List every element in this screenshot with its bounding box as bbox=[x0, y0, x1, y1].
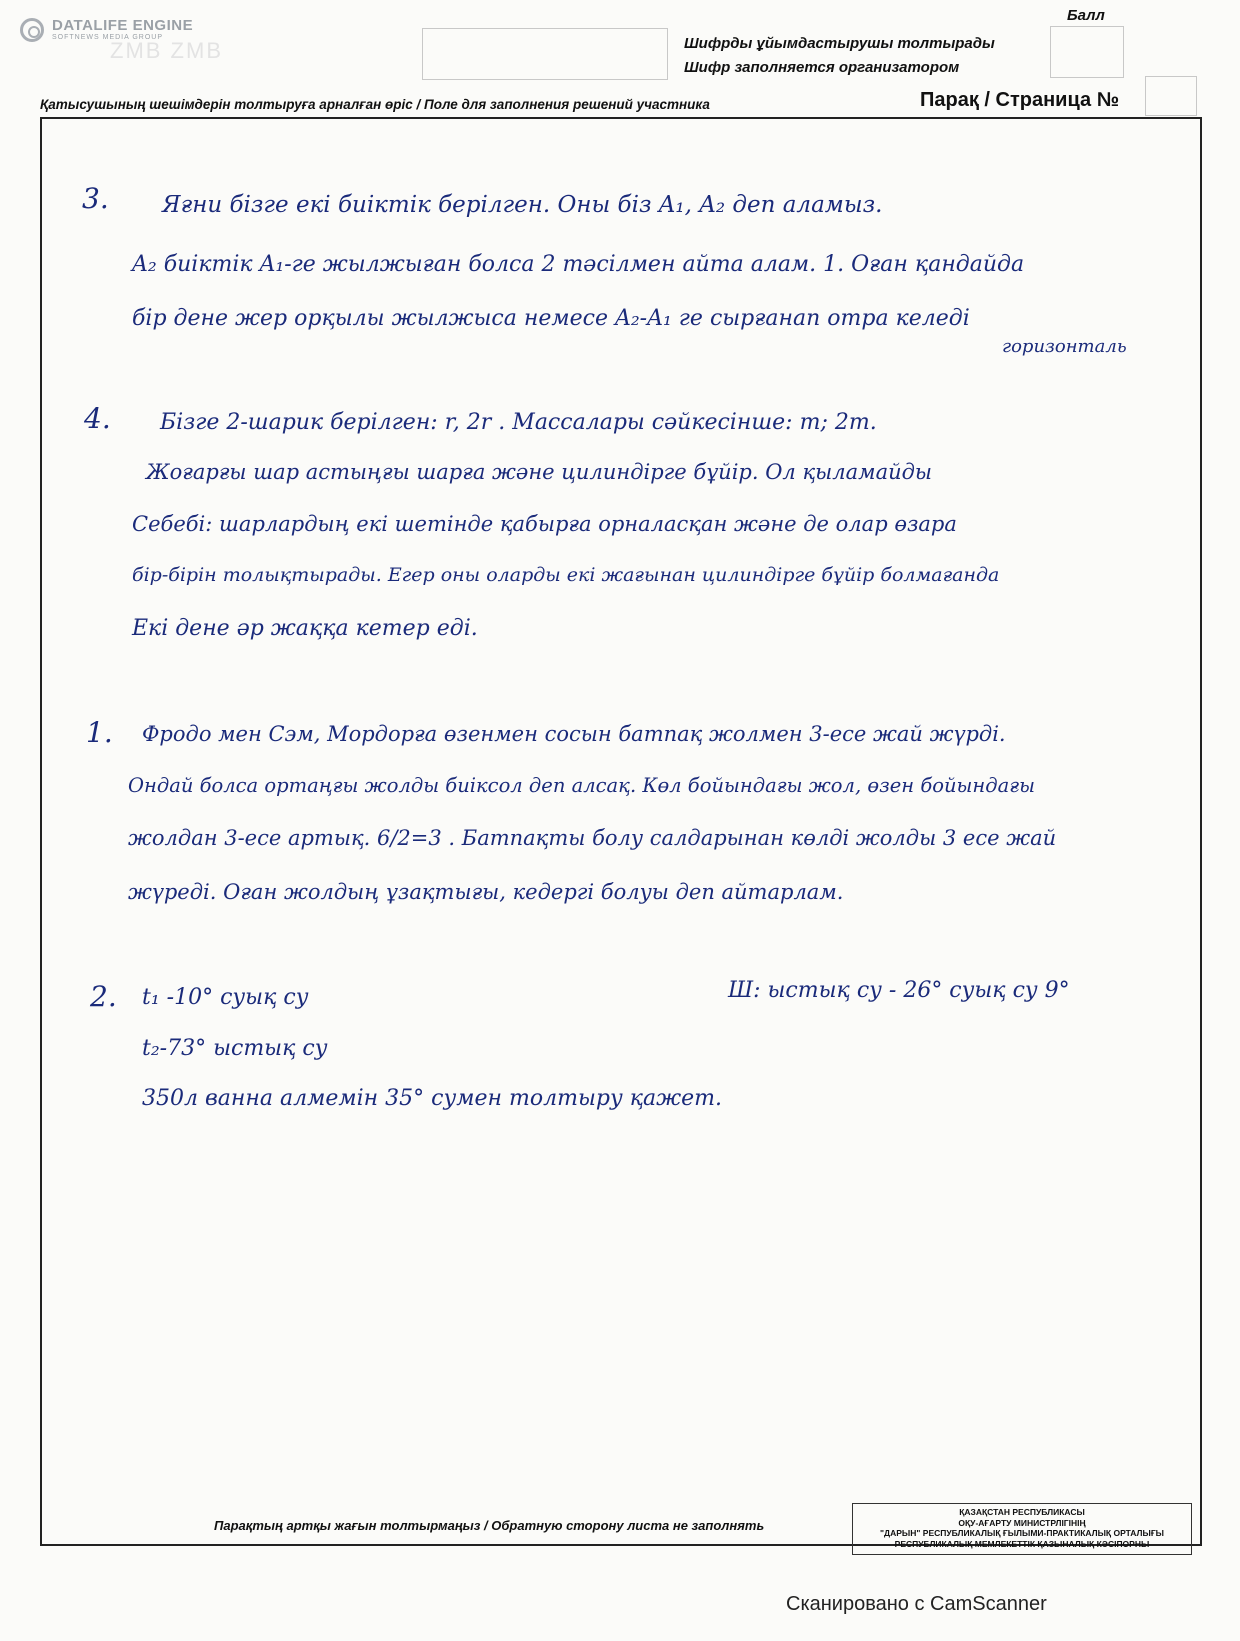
answer-line: бір дене жер орқылы жылжыса немесе A₂-A₁ ге сырғанап отра келеді bbox=[132, 306, 970, 331]
answer-line: Бізге 2-шарик берілген: r, 2r . Массалары сәйкесінше: m; 2m. bbox=[160, 410, 877, 435]
answer-line: бір-бірін толықтырады. Егер оны оларды екі жағынан цилиндірге бұйір болмағанда bbox=[132, 564, 1000, 586]
answer-line: Себебі: шарлардың екі шетінде қабырға орналасқан және де олар өзара bbox=[132, 512, 957, 536]
page-number-label: Парақ / Страница № bbox=[920, 89, 1119, 111]
answer-line: t₂-73° ыстық су bbox=[142, 1036, 328, 1061]
answer-line: A₂ биіктік A₁-ге жылжыған болса 2 тәсілмен айта алам. 1. Оған қандайда bbox=[132, 252, 1025, 277]
answer-line: t₁ -10° суық су bbox=[142, 985, 309, 1010]
footer-note: Парақтың артқы жағын толтырмаңыз / Обратную сторону листа не заполнять bbox=[214, 1518, 765, 1533]
score-box bbox=[1050, 26, 1124, 78]
cipher-instructions bbox=[684, 32, 995, 80]
answer-line: Фродо мен Сэм, Мордорға өзенмен сосын батпақ жолмен 3-есе жай жүрді. bbox=[142, 722, 1006, 746]
answer-number: 4. bbox=[84, 402, 111, 435]
answer-line: Екі дене әр жаққа кетер еді. bbox=[132, 616, 478, 641]
organization-stamp bbox=[852, 1503, 1192, 1555]
cipher-box bbox=[422, 28, 668, 80]
cipher-instruction-kz: Шифрды ұйымдастырушы толтырады bbox=[684, 35, 995, 52]
answer-field-label: Қатысушының шешімдерін толтыруға арналған өріс / Поле для заполнения решений участника bbox=[40, 97, 710, 112]
faint-watermark-text: ZMB ZMB bbox=[110, 38, 223, 63]
stamp-line: "ДАРЫН" РЕСПУБЛИКАЛЫҚ ҒЫЛЫМИ-ПРАКТИКАЛЫҚ ОРТАЛЫҒЫ bbox=[880, 1528, 1164, 1538]
answer-line: Ондай болса ортаңғы жолды биіксол деп алсақ. Көл бойындағы жол, өзен бойындағы bbox=[128, 774, 1035, 797]
watermark-logo-icon bbox=[20, 18, 44, 42]
score-label: Балл bbox=[1067, 7, 1105, 24]
stamp-line: ОҚУ-АҒАРТУ МИНИСТРЛІГІНІҢ bbox=[958, 1517, 1086, 1528]
answer-line: Жоғарғы шар астыңғы шарға және цилиндірге бұйір. Ол қыламайды bbox=[146, 460, 933, 484]
watermark-subtitle: SOFTNEWS MEDIA GROUP bbox=[52, 34, 164, 41]
answer-annotation: горизонталь bbox=[1002, 336, 1127, 357]
answer-line: 350л ванна алмемін 35° сумен толтыру қажет. bbox=[142, 1086, 722, 1111]
answer-side-note: Ш: ыстық су - 26° суық су 9° bbox=[728, 978, 1070, 1003]
answer-number: 2. bbox=[90, 980, 117, 1013]
answer-line: жүреді. Оған жолдың ұзақтығы, кедергі болуы деп айтарлам. bbox=[128, 880, 844, 904]
answer-line: Яғни бізге екі биіктік берілген. Оны біз A₁, A₂ деп аламыз. bbox=[162, 192, 883, 218]
answer-number: 1. bbox=[86, 716, 113, 749]
stamp-line: ҚАЗАҚСТАН РЕСПУБЛИКАСЫ bbox=[959, 1507, 1085, 1517]
scanner-watermark: Сканировано с CamScanner bbox=[786, 1593, 1047, 1615]
cipher-instruction-ru: Шифр заполняется организатором bbox=[684, 59, 960, 76]
page-number-box bbox=[1145, 76, 1197, 116]
answer-number: 3. bbox=[82, 182, 109, 215]
answer-line: жолдан 3-есе артық. 6/2=3 . Батпақты болу салдарынан көлді жолды 3 есе жай bbox=[128, 826, 1057, 850]
watermark-title: DATALIFE ENGINE bbox=[52, 17, 194, 34]
stamp-line: РЕСПУБЛИКАЛЫҚ МЕМЛЕКЕТТІК ҚАЗЫНАЛЫҚ КӘСІПОРНЫ bbox=[894, 1538, 1150, 1549]
